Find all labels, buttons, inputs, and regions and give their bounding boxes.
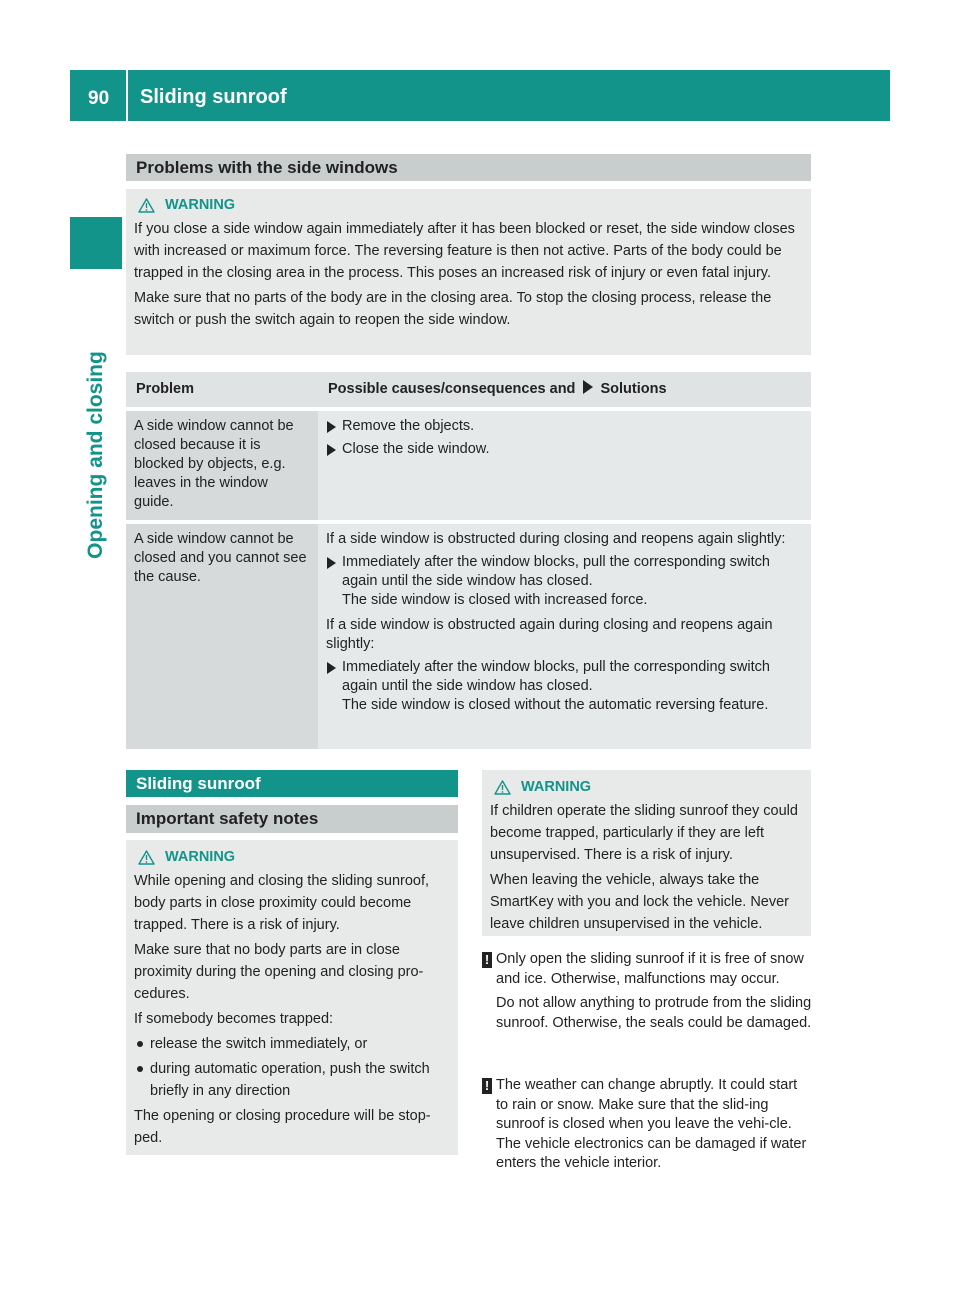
warning-label: WARNING [165, 197, 236, 213]
section-heading-sliding-sunroof: Sliding sunroof [126, 770, 458, 797]
list-item: release the switch immediately, or [134, 1033, 450, 1055]
solution-step [326, 553, 803, 610]
warning-text: When leaving the vehicle, always take the SmartKey with you and lock the vehicle. Never leave children unsupervised in the vehicle. [490, 872, 789, 932]
section-heading-side-windows: Problems with the side windows [126, 154, 811, 181]
table-row [126, 524, 811, 749]
solution-step: Remove the objects. [326, 417, 803, 436]
solution-arrow-icon [583, 380, 593, 394]
warning-text: Make sure that no parts of the body are in the closing area. To stop the closing process, release the switch or push the switch again to reopen the side window. [134, 290, 772, 328]
list-item: during automatic operation, push the switch briefly in any direction [134, 1058, 450, 1102]
problem-cell: A side window cannot be closed and you cannot see the cause. [126, 524, 318, 749]
table-row [126, 411, 811, 520]
exclamation-icon: ! [482, 1078, 492, 1094]
warning-text: While opening and closing the sliding sunroof, body parts in close proximity could become trapped. There is a risk of injury. [134, 873, 430, 933]
side-tab-label: Opening and closing [84, 351, 107, 559]
solution-step-text: Immediately after the window blocks, pull the corresponding switch again until the side window has closed. [342, 659, 770, 694]
notice-text: The weather can change abruptly. It could start to rain or snow. Make sure that the slid-ing sunroof is closed when you leave the vehi-cle. The vehicle electronics can be damaged if water enters the vehicle interior. [496, 1077, 807, 1171]
warning-header [490, 776, 803, 798]
exclamation-icon: ! [482, 952, 492, 968]
solution-intro: If a side window is obstructed again during closing and reopens again slightly: [326, 617, 773, 652]
warning-text: The opening or closing procedure will be stop-ped. [134, 1108, 431, 1146]
warning-triangle-icon [138, 198, 155, 213]
column-header-solution-suffix: Solutions [600, 381, 667, 397]
warning-text: If somebody becomes trapped: [134, 1011, 334, 1027]
warning-label: WARNING [165, 849, 236, 865]
problem-cell: A side window cannot be closed because it is blocked by objects, e.g. leaves in the window guide. [126, 411, 318, 520]
column-header-solution-prefix: Possible causes/consequences and [328, 381, 576, 397]
table-header-row [126, 372, 811, 407]
header-divider [126, 70, 128, 121]
side-tab-marker [70, 217, 122, 269]
solution-step: Close the side window. [326, 440, 803, 459]
solution-step-note: The side window is closed without the automatic reversing feature. [342, 697, 769, 713]
column-header-problem: Problem [126, 372, 318, 407]
warning-triangle-icon [494, 780, 511, 795]
warning-header [134, 846, 450, 868]
warning-triangle-icon [138, 850, 155, 865]
warning-box-side-windows [126, 189, 811, 355]
page-title: Sliding sunroof [140, 86, 287, 108]
warning-text: Make sure that no body parts are in close proximity during the opening and closing pro-cedures. [134, 942, 424, 1002]
solution-step-note: The side window is closed with increased force. [342, 592, 648, 608]
page-number: 90 [88, 88, 110, 109]
solution-intro: If a side window is obstructed during closing and reopens again slightly: [326, 531, 786, 547]
notice-sunroof-snow [482, 950, 812, 1038]
notice-text: Do not allow anything to protrude from the sliding sunroof. Otherwise, the seals could be damaged. [496, 995, 812, 1031]
warning-box-sunroof-left [126, 840, 458, 1155]
notice-sunroof-weather [482, 1076, 812, 1179]
notice-text: Only open the sliding sunroof if it is free of snow and ice. Otherwise, malfunctions may occur. [496, 951, 804, 987]
warning-header [134, 194, 803, 216]
subheading-safety-notes: Important safety notes [126, 805, 458, 833]
warning-text: If children operate the sliding sunroof they could become trapped, particularly if they are left unsupervised. There is a risk of injury. [490, 803, 798, 863]
warning-text: If you close a side window again immediately after it has been blocked or reset, the side window closes with increased or maximum force. The reversing feature is then not active. Parts of the body could be trapped in the closing area in the process. This poses an increased risk of injury or even fatal injury. [134, 221, 795, 281]
solution-cell [318, 411, 811, 520]
solution-step [326, 658, 803, 715]
problem-table [126, 368, 811, 753]
solution-step-text: Immediately after the window blocks, pull the corresponding switch again until the side window has closed. [342, 554, 770, 589]
solution-cell [318, 524, 811, 749]
column-header-solution [318, 372, 811, 407]
warning-label: WARNING [521, 779, 592, 795]
warning-box-sunroof-right [482, 770, 811, 936]
